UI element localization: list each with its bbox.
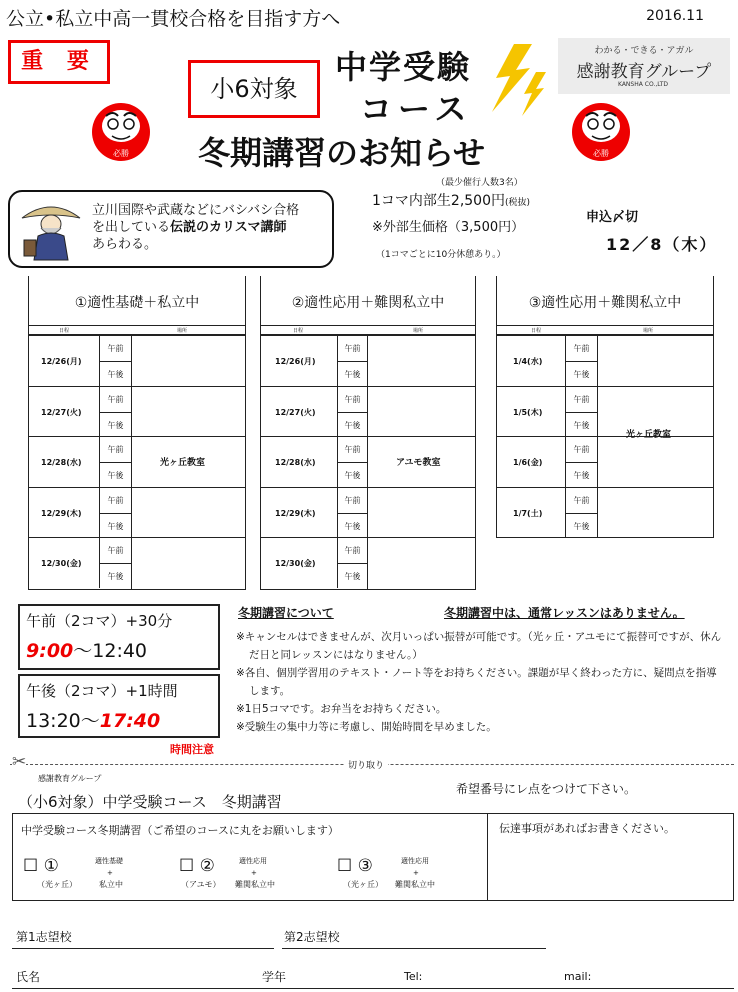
morning-session: 午前 — [565, 488, 597, 513]
daruma-icon-left — [90, 96, 152, 162]
schedule-date: 12/26(月) — [41, 357, 82, 366]
option-location: （光ヶ丘） — [343, 880, 383, 889]
morning-session: 午前 — [565, 437, 597, 462]
morning-session: 午前 — [99, 437, 131, 462]
break-note: （1コマごとに10分休憩あり。） — [376, 250, 506, 260]
morning-time — [26, 636, 147, 663]
min-people-note: （最少催行人数3名） — [436, 178, 523, 188]
internal-price: 1コマ内部生2,500円(税抜) — [372, 193, 531, 209]
message-label[interactable]: 伝達事項があればお書きください。 — [499, 822, 675, 835]
venue-column-header: 場所 — [177, 328, 188, 334]
deadline-date: 12／8（木） — [606, 235, 718, 254]
date-column-header: 日程 — [59, 328, 70, 334]
course-checkbox-3[interactable]: ☐ ③ — [337, 856, 373, 876]
second-choice-label: 第2志望校 — [284, 930, 340, 944]
grade-label: 学年 — [262, 970, 287, 984]
schedule-date: 1/5(木) — [513, 407, 543, 417]
afternoon-time-box — [18, 674, 220, 738]
schedule-date: 12/28(水) — [275, 458, 316, 468]
schedule-panel-1 — [28, 276, 246, 590]
afternoon-session: 午後 — [99, 563, 131, 588]
morning-end: 〜12:40 — [73, 640, 148, 662]
panel-title: ①適性基礎＋私立中 — [74, 295, 200, 311]
afternoon-session: 午後 — [99, 513, 131, 538]
schedule-panel-2 — [260, 276, 476, 590]
morning-start: 9:00 — [26, 640, 74, 662]
cut-label: 切り取り — [344, 758, 388, 771]
afternoon-session: 午後 — [99, 462, 131, 487]
tax-note: (税抜) — [505, 198, 531, 208]
schedule-date: 12/26(月) — [275, 357, 316, 366]
date-column-header: 日程 — [531, 328, 542, 334]
title-line-3: 冬期講習のお知らせ — [198, 134, 486, 172]
panel-header-row — [29, 325, 245, 335]
venue-column-header: 場所 — [643, 328, 654, 334]
company-logo — [558, 38, 730, 94]
date-column-header: 日程 — [293, 328, 304, 334]
form-organization: 感謝教育グループ — [38, 774, 102, 783]
venue-name: 光ヶ丘教室 — [160, 458, 206, 468]
afternoon-session: 午後 — [337, 462, 367, 487]
afternoon-session: 午後 — [565, 513, 597, 538]
afternoon-time — [26, 706, 160, 733]
teacher-line-2: を出している伝説のカリスマ講師 — [92, 220, 287, 235]
morning-session: 午前 — [99, 387, 131, 412]
notes-title: 冬期講習について — [238, 606, 334, 620]
panel-header-row — [261, 325, 475, 335]
panel-title: ③適性応用＋難関私立中 — [528, 295, 682, 311]
option-type: 適性応用 — [401, 857, 429, 865]
title-line-1: 中学受験 — [335, 48, 472, 86]
name-label: 氏名 — [16, 970, 41, 984]
schedule-date: 1/6(金) — [513, 458, 543, 468]
form-title: （小6対象）中学受験コース 冬期講習 — [18, 793, 282, 811]
option-school: 難関私立中 — [235, 880, 275, 889]
morning-session: 午前 — [337, 538, 367, 563]
first-choice-label: 第1志望校 — [16, 930, 72, 944]
afternoon-end: 17:40 — [99, 710, 161, 732]
no-regular-lesson-note: 冬期講習中は、通常レッスンはありません。 — [444, 606, 685, 620]
title-line-2: コース — [360, 90, 473, 128]
afternoon-session: 午後 — [337, 412, 367, 437]
teacher-illustration — [16, 196, 86, 262]
logo-tagline: わかる・できる・アガル — [594, 46, 694, 56]
morning-session: 午前 — [99, 488, 131, 513]
morning-session: 午前 — [99, 336, 131, 361]
option-school: 私立中 — [99, 880, 123, 889]
afternoon-session: 午後 — [337, 361, 367, 386]
notes-list — [236, 628, 726, 736]
venue-name: アユモ教室 — [396, 458, 441, 468]
schedule-panel-3 — [496, 276, 714, 538]
option-location: （アユモ） — [181, 880, 221, 889]
afternoon-session: 午後 — [99, 412, 131, 437]
option-school: 難関私立中 — [395, 880, 435, 889]
time-warning: 時間注意 — [170, 743, 214, 756]
option-plus: + — [251, 869, 257, 877]
afternoon-label: 午後（2コマ）+1時間 — [26, 682, 178, 700]
note-item: ※各自、個別学習用のテキスト・ノート等をお持ちください。課題が早く終わった方に、疑問点を指導します。 — [236, 667, 717, 697]
venue-column-header: 場所 — [413, 328, 424, 334]
panel-title: ②適性応用＋難関私立中 — [291, 295, 445, 311]
lightning-icon — [484, 42, 548, 122]
schedule-date: 12/30(金) — [275, 559, 316, 569]
venue-column — [597, 335, 715, 537]
morning-session: 午前 — [337, 387, 367, 412]
morning-session: 午前 — [565, 387, 597, 412]
form-hint: 希望番号にレ点をつけて下さい。 — [456, 782, 637, 796]
contact-field[interactable] — [12, 988, 734, 989]
teacher-line-1: 立川国際や武蔵などにバシバシ合格 — [92, 203, 300, 218]
afternoon-session: 午後 — [337, 563, 367, 588]
schedule-date: 1/7(土) — [513, 508, 543, 518]
schedule-date: 12/28(水) — [41, 458, 82, 468]
schedule-date: 1/4(水) — [513, 357, 543, 366]
first-choice-field[interactable] — [12, 948, 274, 949]
afternoon-session: 午後 — [337, 513, 367, 538]
afternoon-session: 午後 — [565, 361, 597, 386]
daruma-icon-right — [570, 96, 632, 162]
deadline-label: 申込〆切 — [586, 210, 639, 225]
tel-label: Tel: — [404, 970, 423, 983]
course-instruction: 中学受験コース冬期講習（ご希望のコースに丸をお願いします） — [21, 824, 339, 837]
afternoon-start: 13:20〜 — [26, 710, 100, 732]
course-checkbox-1[interactable]: ☐ ① — [23, 856, 59, 876]
daruma-text-right: 必勝 — [593, 149, 609, 158]
morning-label: 午前（2コマ）+30分 — [26, 612, 173, 630]
morning-session: 午前 — [337, 437, 367, 462]
option-type: 適性基礎 — [95, 857, 123, 865]
venue-column — [131, 335, 247, 589]
course-selection-box — [12, 813, 734, 901]
important-badge: 重 要 — [8, 40, 110, 84]
venue-column — [367, 335, 477, 589]
panel-header-row — [497, 325, 713, 335]
schedule-date: 12/27(火) — [41, 407, 82, 417]
schedule-date: 12/29(木) — [275, 508, 316, 518]
venue-name: 光ヶ丘教室 — [626, 430, 672, 440]
schedule-date: 12/29(木) — [41, 508, 82, 518]
morning-session: 午前 — [99, 538, 131, 563]
option-plus: + — [107, 869, 113, 877]
afternoon-session: 午後 — [565, 412, 597, 437]
tagline: 公立•私立中高一貫校合格を目指す方へ — [6, 8, 341, 30]
option-location: （光ヶ丘） — [37, 880, 77, 889]
afternoon-session: 午後 — [565, 462, 597, 487]
morning-session: 午前 — [565, 336, 597, 361]
option-type: 適性応用 — [239, 857, 267, 865]
note-item: ※1日5コマです。お弁当をお持ちください。 — [236, 703, 447, 715]
schedule-date: 12/27(火) — [275, 407, 316, 417]
logo-name: 感謝教育グループ — [576, 62, 712, 82]
mail-label: mail: — [564, 970, 592, 983]
scissors-icon: ✂ — [12, 752, 27, 772]
option-plus: + — [413, 869, 419, 877]
schedule-row-end — [497, 537, 713, 538]
morning-session: 午前 — [337, 488, 367, 513]
teacher-line-3: あらわる。 — [92, 237, 158, 252]
teacher-description — [92, 202, 332, 253]
morning-session: 午前 — [337, 336, 367, 361]
issue-date: 2016.11 — [646, 8, 704, 24]
external-price: ※外部生価格（3,500円） — [372, 220, 525, 235]
daruma-text-left: 必勝 — [113, 149, 129, 158]
teacher-callout — [8, 190, 334, 268]
logo-sub: KANSHA CO.,LTD — [618, 81, 669, 88]
teacher-highlight: 伝説のカリスマ講師 — [170, 220, 287, 235]
course-checkbox-2[interactable]: ☐ ② — [179, 856, 215, 876]
morning-time-box — [18, 604, 220, 670]
afternoon-session: 午後 — [99, 361, 131, 386]
schedule-date: 12/30(金) — [41, 559, 82, 569]
second-choice-field[interactable] — [282, 948, 546, 949]
form-divider — [487, 814, 488, 900]
note-item: ※受験生の集中力等に考慮し、開始時間を早めました。 — [236, 721, 497, 733]
note-item: ※キャンセルはできませんが、次月いっぱい振替が可能です。（光ヶ丘・アユモにて振替可ですが、休んだ日と同レッスンにはなりません。） — [236, 631, 722, 661]
target-badge: 小6対象 — [188, 60, 320, 118]
